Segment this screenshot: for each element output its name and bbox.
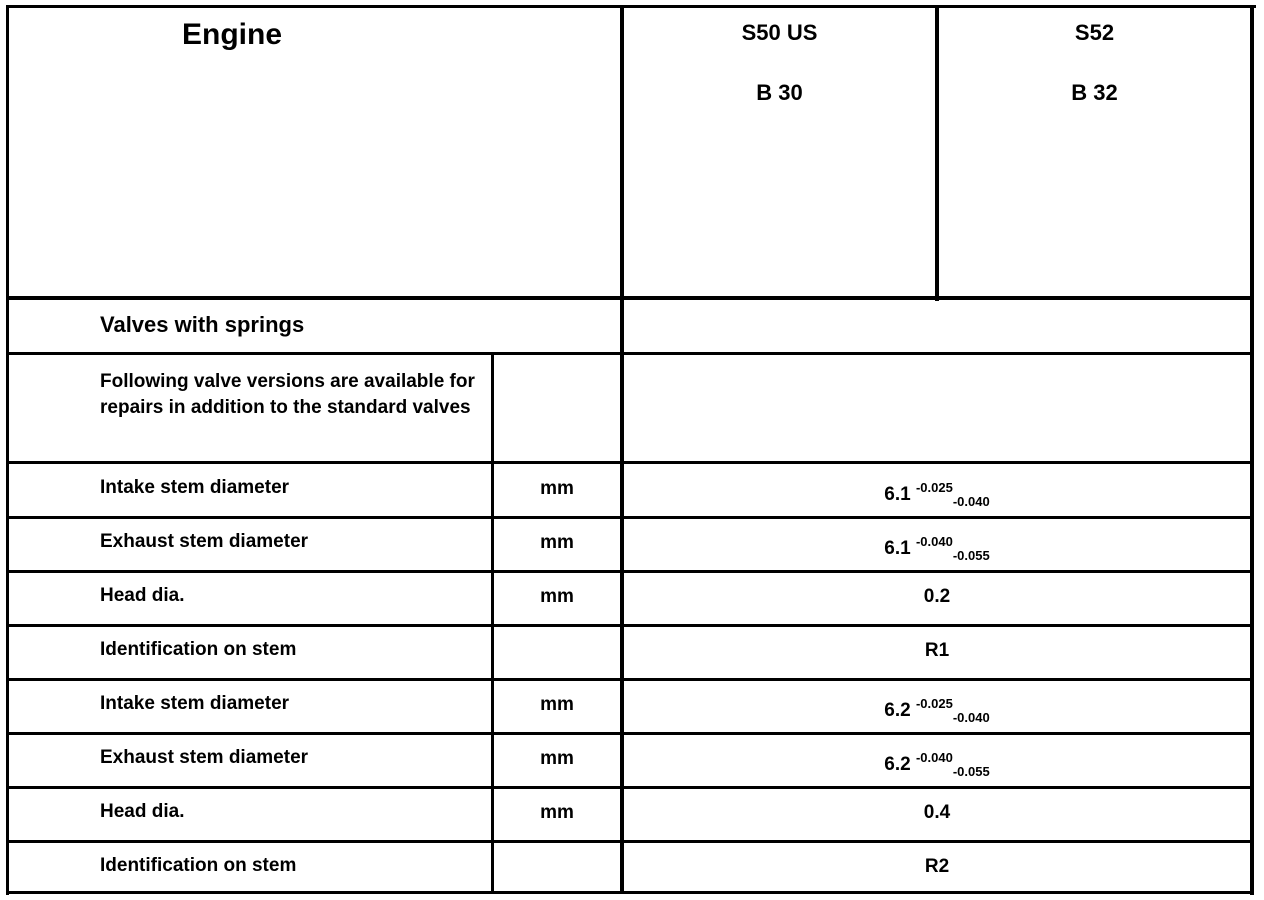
model-s50-name: S50 US (741, 20, 818, 45)
value-upper-tolerance: -0.025 (915, 696, 953, 711)
row-label: Intake stem diameter (100, 693, 290, 714)
row-value: 0.4 (923, 802, 951, 823)
section-title: Valves with springs (100, 312, 305, 337)
row-value (624, 480, 1250, 509)
row-label: Identification on stem (100, 855, 297, 876)
value-lower-tolerance: -0.040 (952, 494, 990, 509)
value-lower-tolerance: -0.040 (952, 710, 990, 725)
border-left (6, 5, 9, 895)
row-unit: mm (540, 478, 574, 499)
value-upper-tolerance: -0.025 (915, 480, 953, 495)
row-value: R1 (924, 640, 950, 661)
value-base: 6.2 (884, 754, 911, 775)
divider-row-7 (6, 840, 1254, 843)
divider-row-6 (6, 786, 1254, 789)
row-unit: mm (540, 694, 574, 715)
row-unit: mm (540, 586, 574, 607)
divider-row-4 (6, 678, 1254, 681)
divider-note (6, 461, 1254, 464)
divider-row-3 (6, 624, 1254, 627)
border-top (6, 5, 1256, 8)
value-upper-tolerance: -0.040 (915, 750, 953, 765)
engine-heading: Engine (182, 18, 283, 51)
value-base: 6.1 (884, 538, 911, 559)
section-note: Following valve versions are available for repairs in addition to the standard valves (100, 371, 475, 418)
model-s52-name: S52 (1074, 20, 1115, 45)
row-value: 0.2 (923, 586, 951, 607)
value-base: 6.2 (884, 700, 911, 721)
row-value (624, 534, 1250, 563)
row-label: Exhaust stem diameter (100, 531, 309, 552)
row-label: Exhaust stem diameter (100, 747, 309, 768)
row-label: Intake stem diameter (100, 477, 290, 498)
row-unit: mm (540, 802, 574, 823)
value-base: 6.1 (884, 484, 911, 505)
divider-model-columns (935, 5, 939, 301)
value-lower-tolerance: -0.055 (952, 764, 990, 779)
value-lower-tolerance: -0.055 (952, 548, 990, 563)
row-label: Identification on stem (100, 639, 297, 660)
border-right (1250, 5, 1254, 895)
divider-header (6, 296, 1254, 300)
divider-row-5 (6, 732, 1254, 735)
row-label: Head dia. (100, 585, 185, 606)
row-unit: mm (540, 748, 574, 769)
value-upper-tolerance: -0.040 (915, 534, 953, 549)
border-bottom (6, 891, 1254, 894)
row-value (624, 750, 1250, 779)
model-s50-variant: B 30 (756, 80, 803, 105)
divider-section (6, 352, 1254, 355)
row-label: Head dia. (100, 801, 185, 822)
row-unit: mm (540, 532, 574, 553)
row-value (624, 696, 1250, 725)
row-value: R2 (924, 856, 950, 877)
divider-row-1 (6, 516, 1254, 519)
model-s52-variant: B 32 (1071, 80, 1118, 105)
divider-row-2 (6, 570, 1254, 573)
